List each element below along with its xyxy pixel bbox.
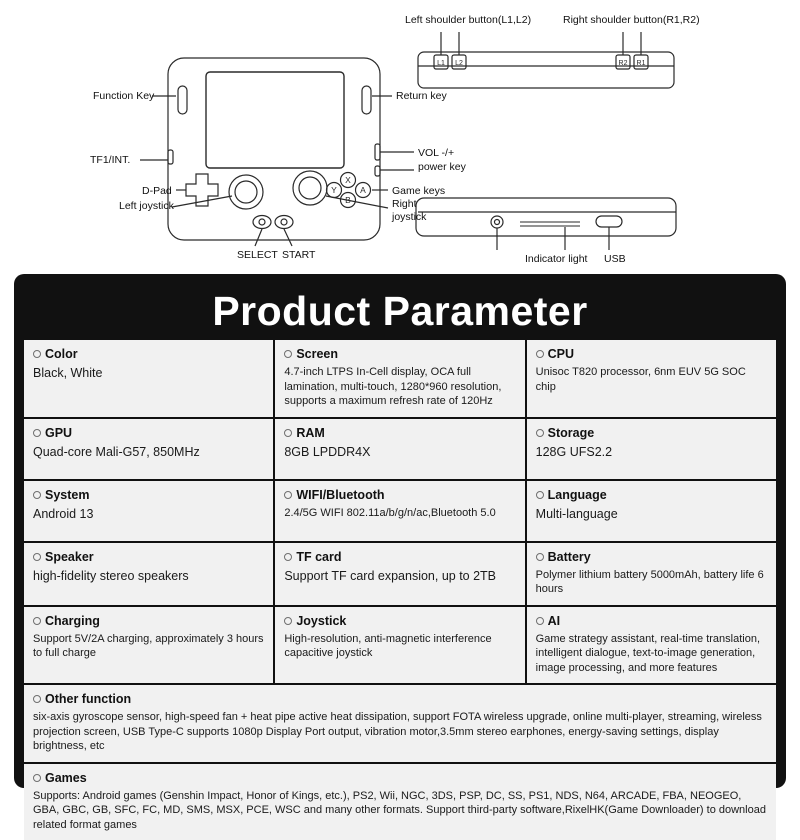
param-other-function-head: [33, 692, 767, 706]
param-gpu: [24, 419, 273, 479]
label-right-joystick-line1: Right: [392, 198, 417, 210]
param-other-function-title: Other function: [45, 692, 132, 707]
param-speaker: [24, 543, 273, 605]
param-cpu: [527, 340, 776, 417]
param-battery-head: [536, 550, 767, 564]
param-cpu-head: [536, 347, 767, 361]
param-screen: [275, 340, 524, 417]
param-system-head: [33, 488, 264, 502]
circle-bullet-icon: [33, 553, 41, 561]
circle-bullet-icon: [33, 774, 41, 782]
param-language-head: [536, 488, 767, 502]
circle-bullet-icon: [284, 350, 292, 358]
param-cpu-body: Unisoc T820 processor, 6nm EUV 5G SOC chip: [535, 366, 746, 393]
param-joystick-title: Joystick: [296, 613, 347, 628]
param-system-title: System: [45, 487, 90, 502]
svg-text:R2: R2: [618, 60, 628, 67]
param-storage-body: 128G UFS2.2: [535, 444, 613, 459]
param-tf-card-title: TF card: [296, 549, 342, 564]
param-games-title: Games: [45, 770, 87, 785]
param-speaker-body: high-fidelity stereo speakers: [33, 568, 189, 583]
param-gpu-title: GPU: [45, 425, 73, 440]
param-wifi-bluetooth-body: 2.4/5G WIFI 802.11a/b/g/n/ac,Bluetooth 5.0: [284, 506, 496, 519]
circle-bullet-icon: [33, 429, 41, 437]
circle-bullet-icon: [33, 617, 41, 625]
label-right-joystick-line2: joystick: [392, 211, 427, 223]
product-diagram: [0, 0, 800, 274]
param-speaker-title: Speaker: [45, 549, 94, 564]
circle-bullet-icon: [536, 553, 544, 561]
circle-bullet-icon: [536, 429, 544, 437]
param-storage-head: [536, 426, 767, 440]
param-system-body: Android 13: [33, 506, 94, 521]
circle-bullet-icon: [536, 491, 544, 499]
param-language-body: Multi-language: [535, 506, 618, 521]
label-power-key: power key: [418, 161, 466, 173]
param-color: [24, 340, 273, 417]
label-return-key: Return key: [396, 90, 447, 102]
label-right-shoulder-button: Right shoulder button(R1,R2): [563, 14, 700, 26]
param-charging-head: [33, 614, 264, 628]
param-tf-card-head: [284, 550, 515, 564]
svg-text:B: B: [345, 195, 351, 205]
param-ai-body: Game strategy assistant, real-time translation, intelligent dialogue, text-to-image generation, image processing, and more features: [535, 632, 761, 674]
param-ram-body: 8GB LPDDR4X: [284, 444, 371, 459]
param-screen-title: Screen: [296, 347, 339, 361]
param-games: [24, 764, 776, 840]
circle-bullet-icon: [536, 350, 544, 358]
svg-text:X: X: [345, 175, 351, 185]
param-ai: [527, 607, 776, 684]
label-indicator-light: Indicator light: [525, 253, 588, 265]
param-screen-body: 4.7-inch LTPS In-Cell display, OCA full lamination, multi-touch, 1280*960 resolution, supports a maximum refresh rate of 120Hz: [284, 366, 502, 408]
param-charging-title: Charging: [45, 613, 100, 628]
circle-bullet-icon: [284, 617, 292, 625]
param-ram-title: RAM: [296, 425, 325, 440]
label-left-joystick: Left joystick: [119, 200, 174, 212]
param-joystick: [275, 607, 524, 684]
param-joystick-head: [284, 614, 515, 628]
svg-text:L1: L1: [437, 60, 445, 67]
param-wifi-bluetooth-title: WIFI/Bluetooth: [296, 487, 385, 502]
circle-bullet-icon: [536, 617, 544, 625]
param-color-head: [33, 347, 264, 361]
param-charging: [24, 607, 273, 684]
product-parameter-panel: [14, 274, 786, 831]
label-function-key: Function Key: [93, 90, 155, 102]
parameter-grid: [24, 340, 776, 840]
param-gpu-body: Quad-core Mali-G57, 850MHz: [33, 444, 200, 459]
label-select: SELECT: [237, 249, 278, 261]
svg-text:L2: L2: [455, 60, 463, 67]
circle-bullet-icon: [33, 350, 41, 358]
label-vol: VOL -/+: [418, 147, 455, 159]
param-screen-head: [284, 347, 515, 361]
label-usb: USB: [604, 253, 626, 265]
param-storage: [527, 419, 776, 479]
circle-bullet-icon: [33, 695, 41, 703]
svg-text:A: A: [360, 185, 366, 195]
param-system: [24, 481, 273, 541]
param-language: [527, 481, 776, 541]
label-start: START: [282, 249, 316, 261]
param-battery-body: Polymer lithium battery 5000mAh, battery life 6 hours: [535, 568, 764, 596]
label-left-shoulder-button: Left shoulder button(L1,L2): [405, 14, 532, 26]
param-color-body: Black, White: [33, 366, 103, 380]
param-charging-body: Support 5V/2A charging, approximately 3 hours to full charge: [33, 632, 264, 660]
param-joystick-body: High-resolution, anti-magnetic interference capacitive joystick: [284, 632, 492, 660]
param-battery: [527, 543, 776, 605]
param-ram: [275, 419, 524, 479]
circle-bullet-icon: [284, 429, 292, 437]
param-ai-title: AI: [547, 613, 561, 628]
param-cpu-title: CPU: [547, 347, 575, 361]
svg-text:R1: R1: [636, 60, 646, 67]
param-battery-title: Battery: [547, 549, 591, 564]
label-game-keys: Game keys: [392, 185, 446, 197]
param-wifi-bluetooth-head: [284, 488, 515, 502]
param-ai-head: [536, 614, 767, 628]
param-wifi-bluetooth: [275, 481, 524, 541]
param-other-function: [24, 685, 776, 762]
param-storage-title: Storage: [547, 425, 595, 440]
svg-text:Y: Y: [331, 185, 337, 195]
param-games-head: [33, 771, 767, 785]
param-tf-card: [275, 543, 524, 605]
param-speaker-head: [33, 550, 264, 564]
param-color-title: Color: [45, 347, 78, 361]
param-ram-head: [284, 426, 515, 440]
param-other-function-body: six-axis gyroscope sensor, high-speed fan + heat pipe active heat dissipation, support FOTA wireless upgrade, online multi-player, streaming, wireless projection screen, USB Type-C supports 1080p Display Port output, vibration motor,3.5mm stereo earphones, energy-saving settings, display brightness, etc: [33, 711, 762, 753]
label-tf1-int: TF1/INT.: [90, 154, 131, 166]
page-title: Product Parameter: [212, 288, 588, 334]
param-tf-card-body: Support TF card expansion, up to 2TB: [284, 568, 497, 583]
param-games-body: Supports: Android games (Genshin Impact, Honor of Kings, etc.), PS2, Wii, NGC, 3DS, PSP, DC, SS, PS1, NDS, N64, ARCADE, FBA, NEOGEO, GBA, GBC, GB, SFC, FC, MD, SMS, MSX, PCE, WSC and many other formats. Support third-party software,RixelHK(Game Downloader) to download related format games: [33, 789, 766, 831]
circle-bullet-icon: [284, 491, 292, 499]
param-gpu-head: [33, 426, 264, 440]
label-dpad: D-Pad: [142, 185, 172, 197]
circle-bullet-icon: [284, 553, 292, 561]
param-language-title: Language: [547, 487, 607, 502]
diagram-artwork: [0, 0, 800, 274]
circle-bullet-icon: [33, 491, 41, 499]
